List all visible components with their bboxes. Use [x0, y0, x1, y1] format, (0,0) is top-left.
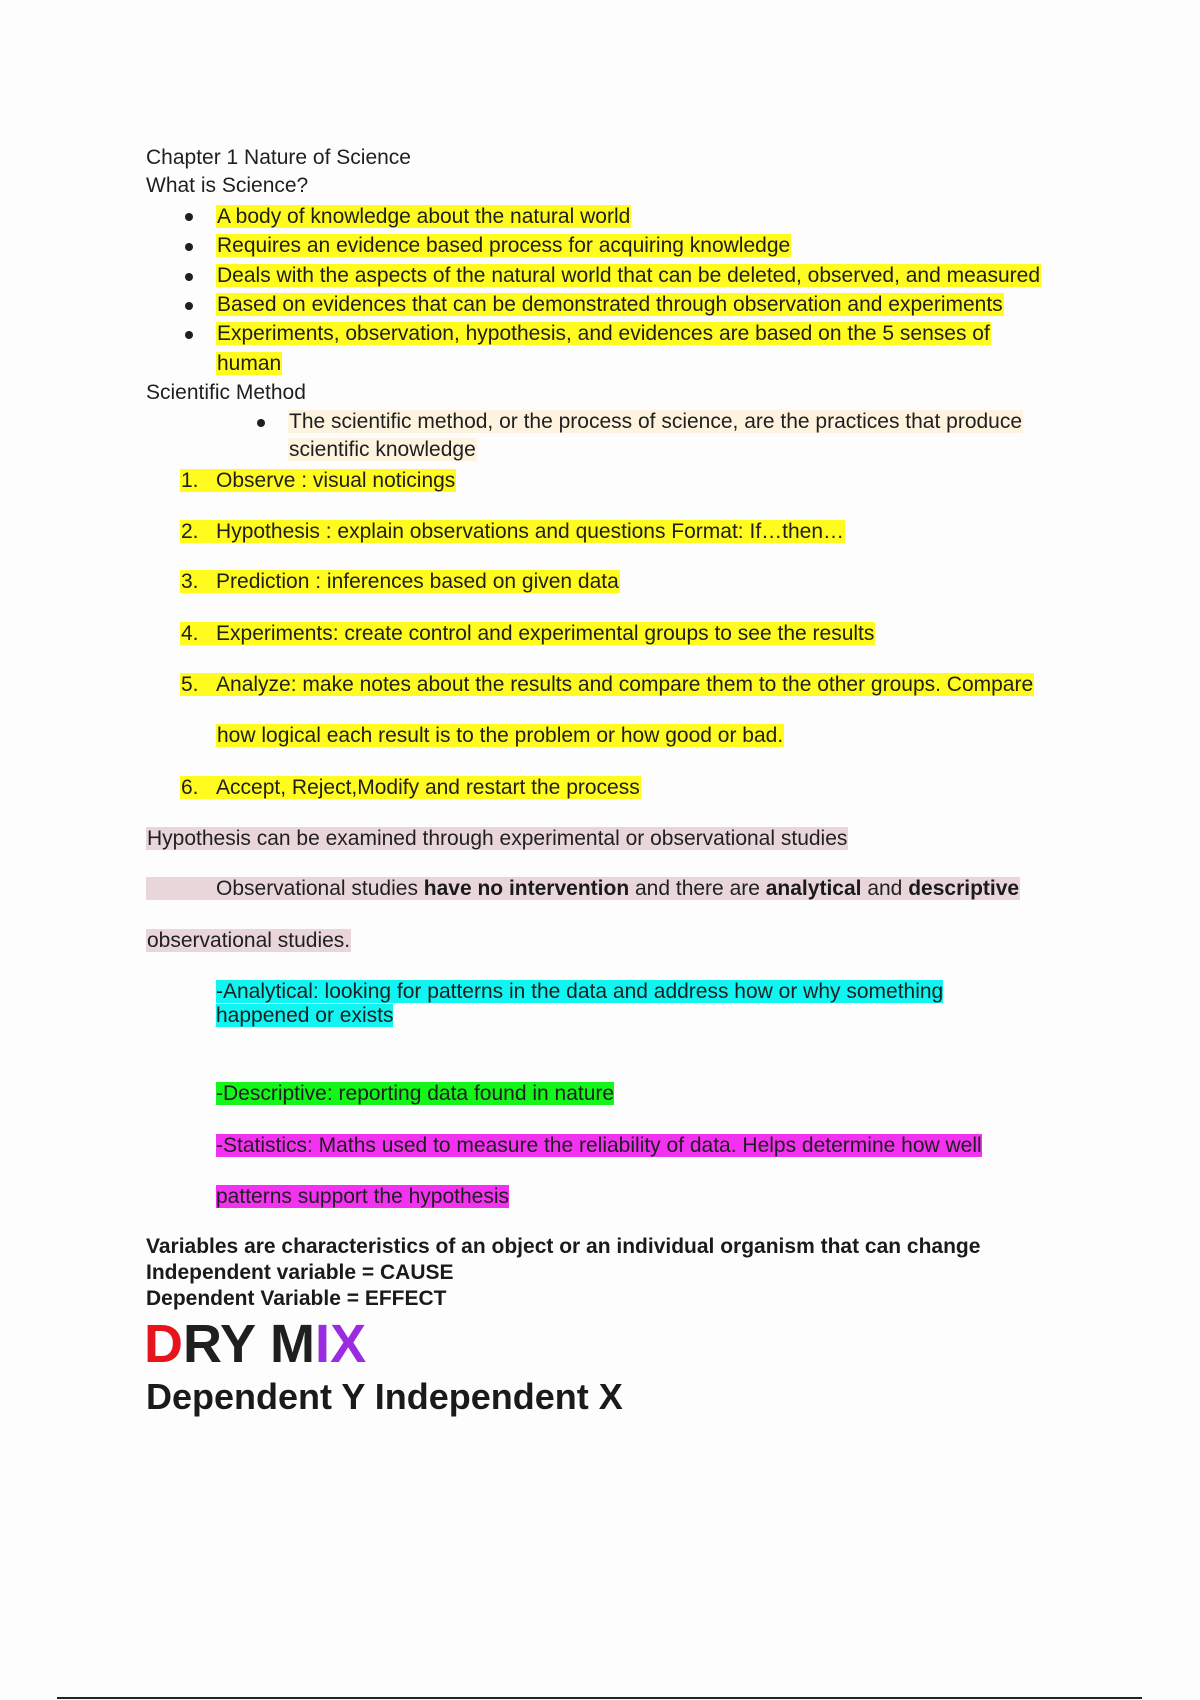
analytical-line1: -Analytical: looking for patterns in the data and address how or why something: [216, 980, 944, 1003]
step-item: 1. Observe : visual noticings: [181, 469, 456, 492]
observational-studies-line2: observational studies.: [147, 929, 351, 952]
bullet-icon: [185, 273, 193, 281]
section-heading-scientific-method: Scientific Method: [146, 381, 306, 404]
bullet-icon: [185, 331, 193, 339]
studies-intro: Hypothesis can be examined through experimental or observational studies: [147, 827, 848, 850]
section-heading-what-is-science: What is Science?: [146, 174, 309, 197]
independent-variable-line: Independent variable = CAUSE: [146, 1261, 454, 1284]
statistics-line1: -Statistics: Maths used to measure the reliability of data. Helps determine how well: [216, 1134, 982, 1157]
variables-definition: Variables are characteristics of an object or an individual organism that can change: [146, 1235, 981, 1258]
descriptive-line: -Descriptive: reporting data found in nature: [216, 1082, 615, 1105]
list-item: Requires an evidence based process for acquiring knowledge: [217, 234, 791, 257]
list-item: Experiments, observation, hypothesis, and evidences are based on the 5 senses of: [217, 322, 990, 345]
step-item-continuation: how logical each result is to the problem or how good or bad.: [217, 724, 784, 747]
bullet-icon: [185, 213, 193, 221]
observational-studies-line1: Observational studies have no intervention and there are analytical and descriptive: [146, 876, 1020, 902]
step-item: 5. Analyze: make notes about the results and compare them to the other groups. Compare: [181, 673, 1034, 696]
step-item: 2. Hypothesis : explain observations and questions Format: If…then…: [181, 520, 845, 543]
dependent-variable-line: Dependent Variable = EFFECT: [146, 1287, 447, 1310]
list-item-continuation: human: [217, 352, 282, 375]
bullet-icon: [257, 419, 265, 427]
list-item: Based on evidences that can be demonstrated through observation and experiments: [217, 293, 1003, 316]
bullet-icon: [185, 243, 193, 251]
step-item: 4. Experiments: create control and experimental groups to see the results: [181, 622, 875, 645]
dry-mix-mnemonic: DRY MIX: [144, 1314, 367, 1374]
chapter-title: Chapter 1 Nature of Science: [146, 146, 411, 169]
mnemonic-expansion: Dependent Y Independent X: [146, 1376, 623, 1417]
step-item: 3. Prediction : inferences based on given data: [181, 570, 619, 593]
list-item: Deals with the aspects of the natural world that can be deleted, observed, and measured: [217, 264, 1040, 287]
analytical-line2: happened or exists: [216, 1004, 394, 1027]
statistics-line2: patterns support the hypothesis: [216, 1185, 510, 1208]
list-item: A body of knowledge about the natural world: [217, 205, 631, 228]
method-note-line1: The scientific method, or the process of science, are the practices that produce: [289, 410, 1023, 433]
bullet-icon: [185, 302, 193, 310]
page-bottom-rule: [57, 1697, 1142, 1699]
step-item: 6. Accept, Reject,Modify and restart the process: [181, 776, 640, 799]
method-note-line2: scientific knowledge: [289, 438, 476, 461]
